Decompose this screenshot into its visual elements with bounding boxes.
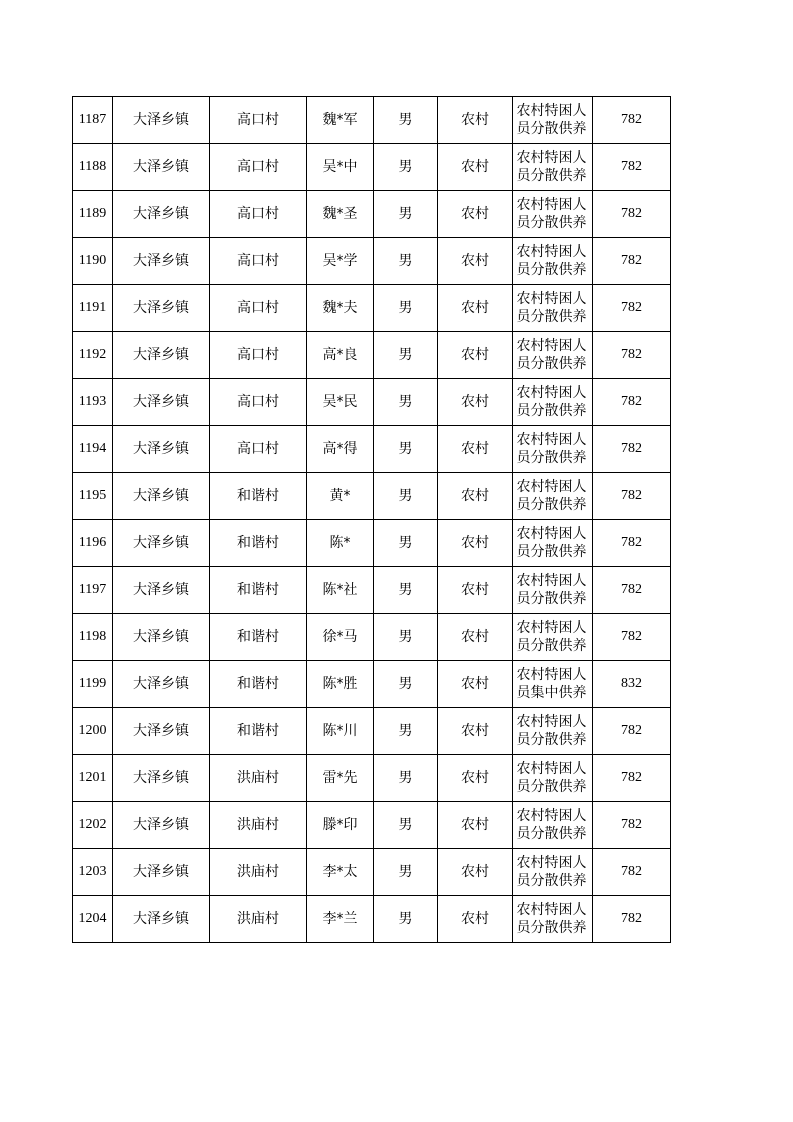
table-row xyxy=(73,755,671,802)
support-category-cell xyxy=(513,849,593,896)
amount-cell: 782 xyxy=(593,614,671,661)
person-name-cell: 黄* xyxy=(307,473,374,520)
area-type-cell: 农村 xyxy=(438,144,513,191)
support-category-text: 农村特困人员分散供养 xyxy=(516,808,587,842)
support-category-cell xyxy=(513,332,593,379)
row-number-cell: 1195 xyxy=(73,473,113,520)
town-cell: 大泽乡镇 xyxy=(113,473,210,520)
area-type-cell: 农村 xyxy=(438,238,513,285)
gender-cell: 男 xyxy=(374,520,438,567)
support-category-text: 农村特困人员分散供养 xyxy=(516,244,587,278)
area-type-cell: 农村 xyxy=(438,708,513,755)
amount-cell: 782 xyxy=(593,849,671,896)
amount-cell: 782 xyxy=(593,426,671,473)
town-cell: 大泽乡镇 xyxy=(113,661,210,708)
support-category-cell xyxy=(513,144,593,191)
amount-cell: 782 xyxy=(593,802,671,849)
table-row xyxy=(73,426,671,473)
support-category-cell xyxy=(513,520,593,567)
town-cell: 大泽乡镇 xyxy=(113,708,210,755)
person-name-cell: 魏*夫 xyxy=(307,285,374,332)
person-name-cell: 吴*中 xyxy=(307,144,374,191)
support-category-cell xyxy=(513,473,593,520)
village-cell: 和谐村 xyxy=(210,708,307,755)
person-name-cell: 吴*民 xyxy=(307,379,374,426)
gender-cell: 男 xyxy=(374,191,438,238)
amount-cell: 782 xyxy=(593,520,671,567)
row-number-cell: 1200 xyxy=(73,708,113,755)
town-cell: 大泽乡镇 xyxy=(113,520,210,567)
table-row xyxy=(73,473,671,520)
support-category-text: 农村特困人员分散供养 xyxy=(516,432,587,466)
gender-cell: 男 xyxy=(374,379,438,426)
area-type-cell: 农村 xyxy=(438,426,513,473)
row-number-cell: 1192 xyxy=(73,332,113,379)
town-cell: 大泽乡镇 xyxy=(113,379,210,426)
area-type-cell: 农村 xyxy=(438,191,513,238)
town-cell: 大泽乡镇 xyxy=(113,426,210,473)
amount-cell: 782 xyxy=(593,708,671,755)
support-category-text: 农村特困人员分散供养 xyxy=(516,714,587,748)
area-type-cell: 农村 xyxy=(438,849,513,896)
village-cell: 和谐村 xyxy=(210,614,307,661)
amount-cell: 782 xyxy=(593,896,671,943)
town-cell: 大泽乡镇 xyxy=(113,614,210,661)
town-cell: 大泽乡镇 xyxy=(113,567,210,614)
village-cell: 和谐村 xyxy=(210,567,307,614)
table-row xyxy=(73,802,671,849)
row-number-cell: 1188 xyxy=(73,144,113,191)
support-category-text: 农村特困人员集中供养 xyxy=(516,667,587,701)
village-cell: 高口村 xyxy=(210,332,307,379)
town-cell: 大泽乡镇 xyxy=(113,97,210,144)
village-cell: 高口村 xyxy=(210,97,307,144)
person-name-cell: 雷*先 xyxy=(307,755,374,802)
table-row xyxy=(73,520,671,567)
gender-cell: 男 xyxy=(374,144,438,191)
village-cell: 高口村 xyxy=(210,191,307,238)
amount-cell: 782 xyxy=(593,755,671,802)
row-number-cell: 1187 xyxy=(73,97,113,144)
row-number-cell: 1204 xyxy=(73,896,113,943)
amount-cell: 832 xyxy=(593,661,671,708)
support-category-cell xyxy=(513,97,593,144)
support-category-cell xyxy=(513,426,593,473)
person-name-cell: 陈* xyxy=(307,520,374,567)
support-category-text: 农村特困人员分散供养 xyxy=(516,902,587,936)
row-number-cell: 1196 xyxy=(73,520,113,567)
area-type-cell: 农村 xyxy=(438,520,513,567)
table-row xyxy=(73,238,671,285)
town-cell: 大泽乡镇 xyxy=(113,755,210,802)
gender-cell: 男 xyxy=(374,849,438,896)
area-type-cell: 农村 xyxy=(438,661,513,708)
row-number-cell: 1201 xyxy=(73,755,113,802)
row-number-cell: 1191 xyxy=(73,285,113,332)
person-name-cell: 魏*圣 xyxy=(307,191,374,238)
village-cell: 洪庙村 xyxy=(210,896,307,943)
gender-cell: 男 xyxy=(374,614,438,661)
support-category-text: 农村特困人员分散供养 xyxy=(516,150,587,184)
table-row xyxy=(73,849,671,896)
town-cell: 大泽乡镇 xyxy=(113,332,210,379)
row-number-cell: 1194 xyxy=(73,426,113,473)
support-category-text: 农村特困人员分散供养 xyxy=(516,103,587,137)
area-type-cell: 农村 xyxy=(438,802,513,849)
village-cell: 高口村 xyxy=(210,238,307,285)
village-cell: 高口村 xyxy=(210,285,307,332)
table-row xyxy=(73,144,671,191)
town-cell: 大泽乡镇 xyxy=(113,849,210,896)
gender-cell: 男 xyxy=(374,755,438,802)
gender-cell: 男 xyxy=(374,97,438,144)
support-category-cell xyxy=(513,379,593,426)
beneficiary-table xyxy=(72,96,671,943)
support-category-cell xyxy=(513,802,593,849)
gender-cell: 男 xyxy=(374,285,438,332)
gender-cell: 男 xyxy=(374,661,438,708)
gender-cell: 男 xyxy=(374,473,438,520)
support-category-text: 农村特困人员分散供养 xyxy=(516,338,587,372)
person-name-cell: 高*良 xyxy=(307,332,374,379)
person-name-cell: 徐*马 xyxy=(307,614,374,661)
person-name-cell: 高*得 xyxy=(307,426,374,473)
support-category-text: 农村特困人员分散供养 xyxy=(516,385,587,419)
village-cell: 高口村 xyxy=(210,426,307,473)
table-row xyxy=(73,567,671,614)
person-name-cell: 陈*社 xyxy=(307,567,374,614)
village-cell: 洪庙村 xyxy=(210,849,307,896)
amount-cell: 782 xyxy=(593,379,671,426)
town-cell: 大泽乡镇 xyxy=(113,896,210,943)
row-number-cell: 1189 xyxy=(73,191,113,238)
table-row xyxy=(73,708,671,755)
town-cell: 大泽乡镇 xyxy=(113,144,210,191)
amount-cell: 782 xyxy=(593,191,671,238)
person-name-cell: 李*兰 xyxy=(307,896,374,943)
person-name-cell: 陈*胜 xyxy=(307,661,374,708)
village-cell: 洪庙村 xyxy=(210,802,307,849)
amount-cell: 782 xyxy=(593,473,671,520)
area-type-cell: 农村 xyxy=(438,332,513,379)
table-row xyxy=(73,614,671,661)
area-type-cell: 农村 xyxy=(438,614,513,661)
person-name-cell: 李*太 xyxy=(307,849,374,896)
support-category-cell xyxy=(513,567,593,614)
support-category-cell xyxy=(513,708,593,755)
amount-cell: 782 xyxy=(593,97,671,144)
gender-cell: 男 xyxy=(374,802,438,849)
support-category-cell xyxy=(513,661,593,708)
row-number-cell: 1199 xyxy=(73,661,113,708)
row-number-cell: 1203 xyxy=(73,849,113,896)
amount-cell: 782 xyxy=(593,332,671,379)
support-category-text: 农村特困人员分散供养 xyxy=(516,291,587,325)
support-category-cell xyxy=(513,285,593,332)
support-category-cell xyxy=(513,896,593,943)
area-type-cell: 农村 xyxy=(438,567,513,614)
table-row xyxy=(73,379,671,426)
gender-cell: 男 xyxy=(374,567,438,614)
gender-cell: 男 xyxy=(374,708,438,755)
table-row xyxy=(73,896,671,943)
gender-cell: 男 xyxy=(374,426,438,473)
town-cell: 大泽乡镇 xyxy=(113,285,210,332)
gender-cell: 男 xyxy=(374,238,438,285)
table-row xyxy=(73,661,671,708)
town-cell: 大泽乡镇 xyxy=(113,802,210,849)
table-row xyxy=(73,97,671,144)
support-category-text: 农村特困人员分散供养 xyxy=(516,761,587,795)
row-number-cell: 1193 xyxy=(73,379,113,426)
support-category-cell xyxy=(513,191,593,238)
area-type-cell: 农村 xyxy=(438,379,513,426)
amount-cell: 782 xyxy=(593,285,671,332)
support-category-text: 农村特困人员分散供养 xyxy=(516,855,587,889)
gender-cell: 男 xyxy=(374,896,438,943)
amount-cell: 782 xyxy=(593,144,671,191)
person-name-cell: 滕*印 xyxy=(307,802,374,849)
table-row xyxy=(73,285,671,332)
area-type-cell: 农村 xyxy=(438,97,513,144)
town-cell: 大泽乡镇 xyxy=(113,238,210,285)
row-number-cell: 1190 xyxy=(73,238,113,285)
village-cell: 和谐村 xyxy=(210,661,307,708)
area-type-cell: 农村 xyxy=(438,755,513,802)
table-row xyxy=(73,332,671,379)
support-category-cell xyxy=(513,238,593,285)
support-category-text: 农村特困人员分散供养 xyxy=(516,526,587,560)
town-cell: 大泽乡镇 xyxy=(113,191,210,238)
person-name-cell: 陈*川 xyxy=(307,708,374,755)
village-cell: 和谐村 xyxy=(210,473,307,520)
support-category-cell xyxy=(513,614,593,661)
area-type-cell: 农村 xyxy=(438,473,513,520)
gender-cell: 男 xyxy=(374,332,438,379)
person-name-cell: 魏*军 xyxy=(307,97,374,144)
support-category-cell xyxy=(513,755,593,802)
table-row xyxy=(73,191,671,238)
support-category-text: 农村特困人员分散供养 xyxy=(516,479,587,513)
row-number-cell: 1202 xyxy=(73,802,113,849)
village-cell: 和谐村 xyxy=(210,520,307,567)
area-type-cell: 农村 xyxy=(438,285,513,332)
person-name-cell: 吴*学 xyxy=(307,238,374,285)
support-category-text: 农村特困人员分散供养 xyxy=(516,573,587,607)
table-body xyxy=(73,97,671,943)
row-number-cell: 1197 xyxy=(73,567,113,614)
amount-cell: 782 xyxy=(593,238,671,285)
area-type-cell: 农村 xyxy=(438,896,513,943)
support-category-text: 农村特困人员分散供养 xyxy=(516,197,587,231)
support-category-text: 农村特困人员分散供养 xyxy=(516,620,587,654)
village-cell: 洪庙村 xyxy=(210,755,307,802)
amount-cell: 782 xyxy=(593,567,671,614)
village-cell: 高口村 xyxy=(210,144,307,191)
row-number-cell: 1198 xyxy=(73,614,113,661)
village-cell: 高口村 xyxy=(210,379,307,426)
